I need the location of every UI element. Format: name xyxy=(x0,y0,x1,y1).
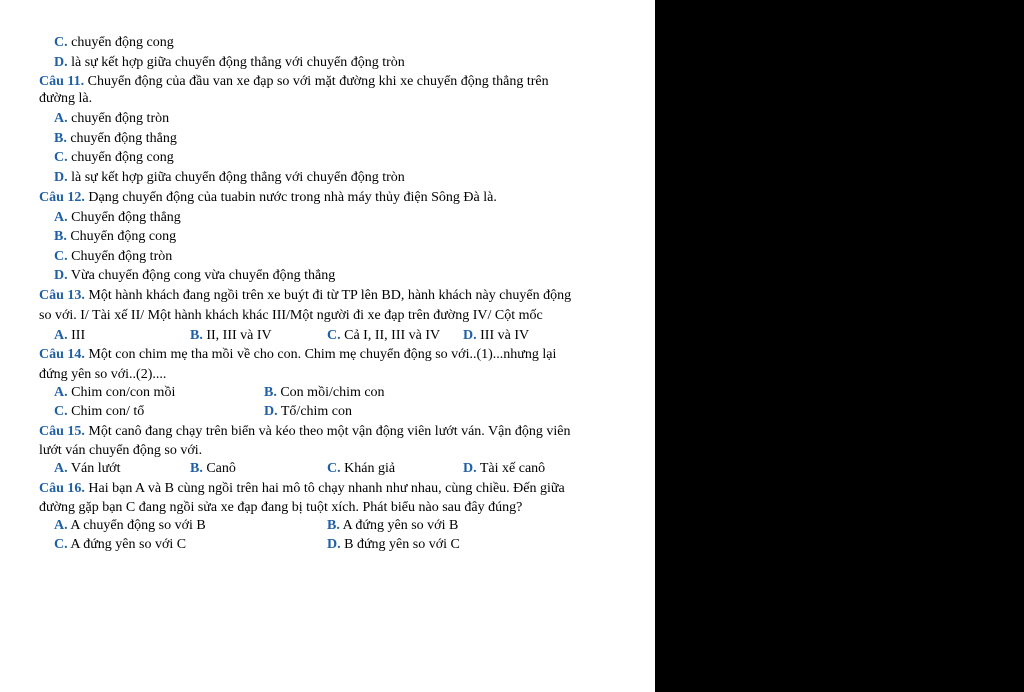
option-text: III và IV xyxy=(476,328,530,343)
option-label: C. xyxy=(54,404,68,419)
option-a xyxy=(54,517,206,535)
question-text: Hai bạn A và B cùng ngồi trên hai mô tô chạy nhanh như nhau, cùng chiều. Đến giữa xyxy=(84,481,565,496)
option-label: B. xyxy=(190,328,203,343)
side-black-panel xyxy=(655,0,1024,692)
option-text: Chuyển động cong xyxy=(66,229,177,244)
option-label: C. xyxy=(54,35,68,50)
question-12-stem xyxy=(39,189,497,207)
option-text: Chuyển động tròn xyxy=(67,249,173,264)
option-text: là sự kết hợp giữa chuyển động thẳng với chuyển động tròn xyxy=(67,55,405,70)
option-text: Khán giả xyxy=(340,461,396,476)
option-text: Con mồi/chim con xyxy=(276,385,385,400)
option-text: A đứng yên so với C xyxy=(67,537,187,552)
option-text: Cả I, II, III và IV xyxy=(340,328,441,343)
option-label: C. xyxy=(54,249,68,264)
question-text: Chuyển động của đầu van xe đạp so với mặt đường khi xe chuyển động thẳng trên xyxy=(84,74,549,89)
option-label: A. xyxy=(54,210,68,225)
option-label: D. xyxy=(54,170,68,185)
option-b xyxy=(264,384,385,402)
option-b xyxy=(190,460,236,478)
option-c xyxy=(54,248,172,266)
option-text: Ván lướt xyxy=(67,461,121,476)
option-label: A. xyxy=(54,111,68,126)
option-text: chuyển động cong xyxy=(67,150,174,165)
option-d xyxy=(327,536,460,554)
question-16-stem-cont: đường gặp bạn C đang ngồi sửa xe đạp đang bị tuột xích. Phát biểu nào sau đây đúng? xyxy=(39,500,523,515)
option-label: D. xyxy=(54,268,68,283)
option-c xyxy=(54,149,174,167)
option-label: D. xyxy=(54,55,68,70)
option-label: B. xyxy=(54,229,67,244)
question-text: Một hành khách đang ngồi trên xe buýt đi từ TP lên BD, hành khách này chuyển động xyxy=(84,288,572,303)
question-14-stem xyxy=(39,346,556,364)
question-14-stem-cont: đứng yên so với..(2).... xyxy=(39,367,167,382)
option-text: chuyển động cong xyxy=(67,35,174,50)
option-b xyxy=(190,327,272,345)
option-text: III xyxy=(67,328,86,343)
option-d xyxy=(463,327,529,345)
option-text: chuyển động tròn xyxy=(67,111,170,126)
option-label: A. xyxy=(54,461,68,476)
option-label: B. xyxy=(190,461,203,476)
question-13-stem xyxy=(39,287,571,305)
option-a xyxy=(54,384,175,402)
option-c xyxy=(54,34,174,52)
question-13-stem-cont: so với. I/ Tài xế II/ Một hành khách khác III/Một người đi xe đạp trên đường IV/ Cột mốc xyxy=(39,308,543,323)
option-text: Chuyển động thẳng xyxy=(67,210,181,225)
question-text: Một canô đang chạy trên biển và kéo theo một vận động viên lướt ván. Vận động viên xyxy=(84,424,571,439)
option-d xyxy=(54,54,405,72)
question-number: Câu 16. xyxy=(39,481,85,496)
option-text: II, III và IV xyxy=(202,328,272,343)
option-label: D. xyxy=(463,328,477,343)
option-label: B. xyxy=(327,518,340,533)
option-d xyxy=(463,460,545,478)
option-label: D. xyxy=(463,461,477,476)
option-a xyxy=(54,110,169,128)
option-d xyxy=(54,169,405,187)
option-a xyxy=(54,327,85,345)
option-text: Tài xế canô xyxy=(476,461,546,476)
question-text: Một con chim mẹ tha mồi về cho con. Chim mẹ chuyển động so với..(1)...nhưng lại xyxy=(84,347,557,362)
question-15-stem xyxy=(39,423,570,441)
question-11-stem-cont: đường là. xyxy=(39,91,93,106)
question-number: Câu 12. xyxy=(39,190,85,205)
option-text: Chim con/con mồi xyxy=(67,385,176,400)
option-text: A chuyển động so với B xyxy=(67,518,206,533)
option-b xyxy=(327,517,458,535)
question-text: Dạng chuyển động của tuabin nước trong nhà máy thủy điện Sông Đà là. xyxy=(84,190,497,205)
option-label: C. xyxy=(54,150,68,165)
option-text: B đứng yên so với C xyxy=(340,537,460,552)
question-number: Câu 15. xyxy=(39,424,85,439)
question-15-stem-cont: lướt ván chuyển động so với. xyxy=(39,443,203,458)
option-label: C. xyxy=(327,461,341,476)
option-b xyxy=(54,130,177,148)
option-label: C. xyxy=(327,328,341,343)
option-label: B. xyxy=(54,131,67,146)
question-number: Câu 14. xyxy=(39,347,85,362)
option-text: Canô xyxy=(202,461,236,476)
option-text: A đứng yên so với B xyxy=(339,518,459,533)
option-a xyxy=(54,209,181,227)
option-d xyxy=(264,403,352,421)
option-d xyxy=(54,267,335,285)
option-b xyxy=(54,228,176,246)
option-label: D. xyxy=(327,537,341,552)
option-c xyxy=(54,403,144,421)
option-label: A. xyxy=(54,385,68,400)
option-text: chuyển động thẳng xyxy=(66,131,177,146)
option-label: A. xyxy=(54,328,68,343)
option-a xyxy=(54,460,120,478)
option-text: Tổ/chim con xyxy=(277,404,353,419)
option-c xyxy=(327,327,440,345)
question-number: Câu 13. xyxy=(39,288,85,303)
question-number: Câu 11. xyxy=(39,74,85,89)
option-c xyxy=(54,536,186,554)
option-label: B. xyxy=(264,385,277,400)
option-text: Chim con/ tổ xyxy=(67,404,145,419)
option-text: Vừa chuyển động cong vừa chuyển động thẳng xyxy=(67,268,336,283)
question-11-stem xyxy=(39,73,549,91)
option-label: C. xyxy=(54,537,68,552)
option-c xyxy=(327,460,395,478)
option-label: A. xyxy=(54,518,68,533)
option-text: là sự kết hợp giữa chuyển động thẳng với chuyển động tròn xyxy=(67,170,405,185)
question-16-stem xyxy=(39,480,565,498)
option-label: D. xyxy=(264,404,278,419)
